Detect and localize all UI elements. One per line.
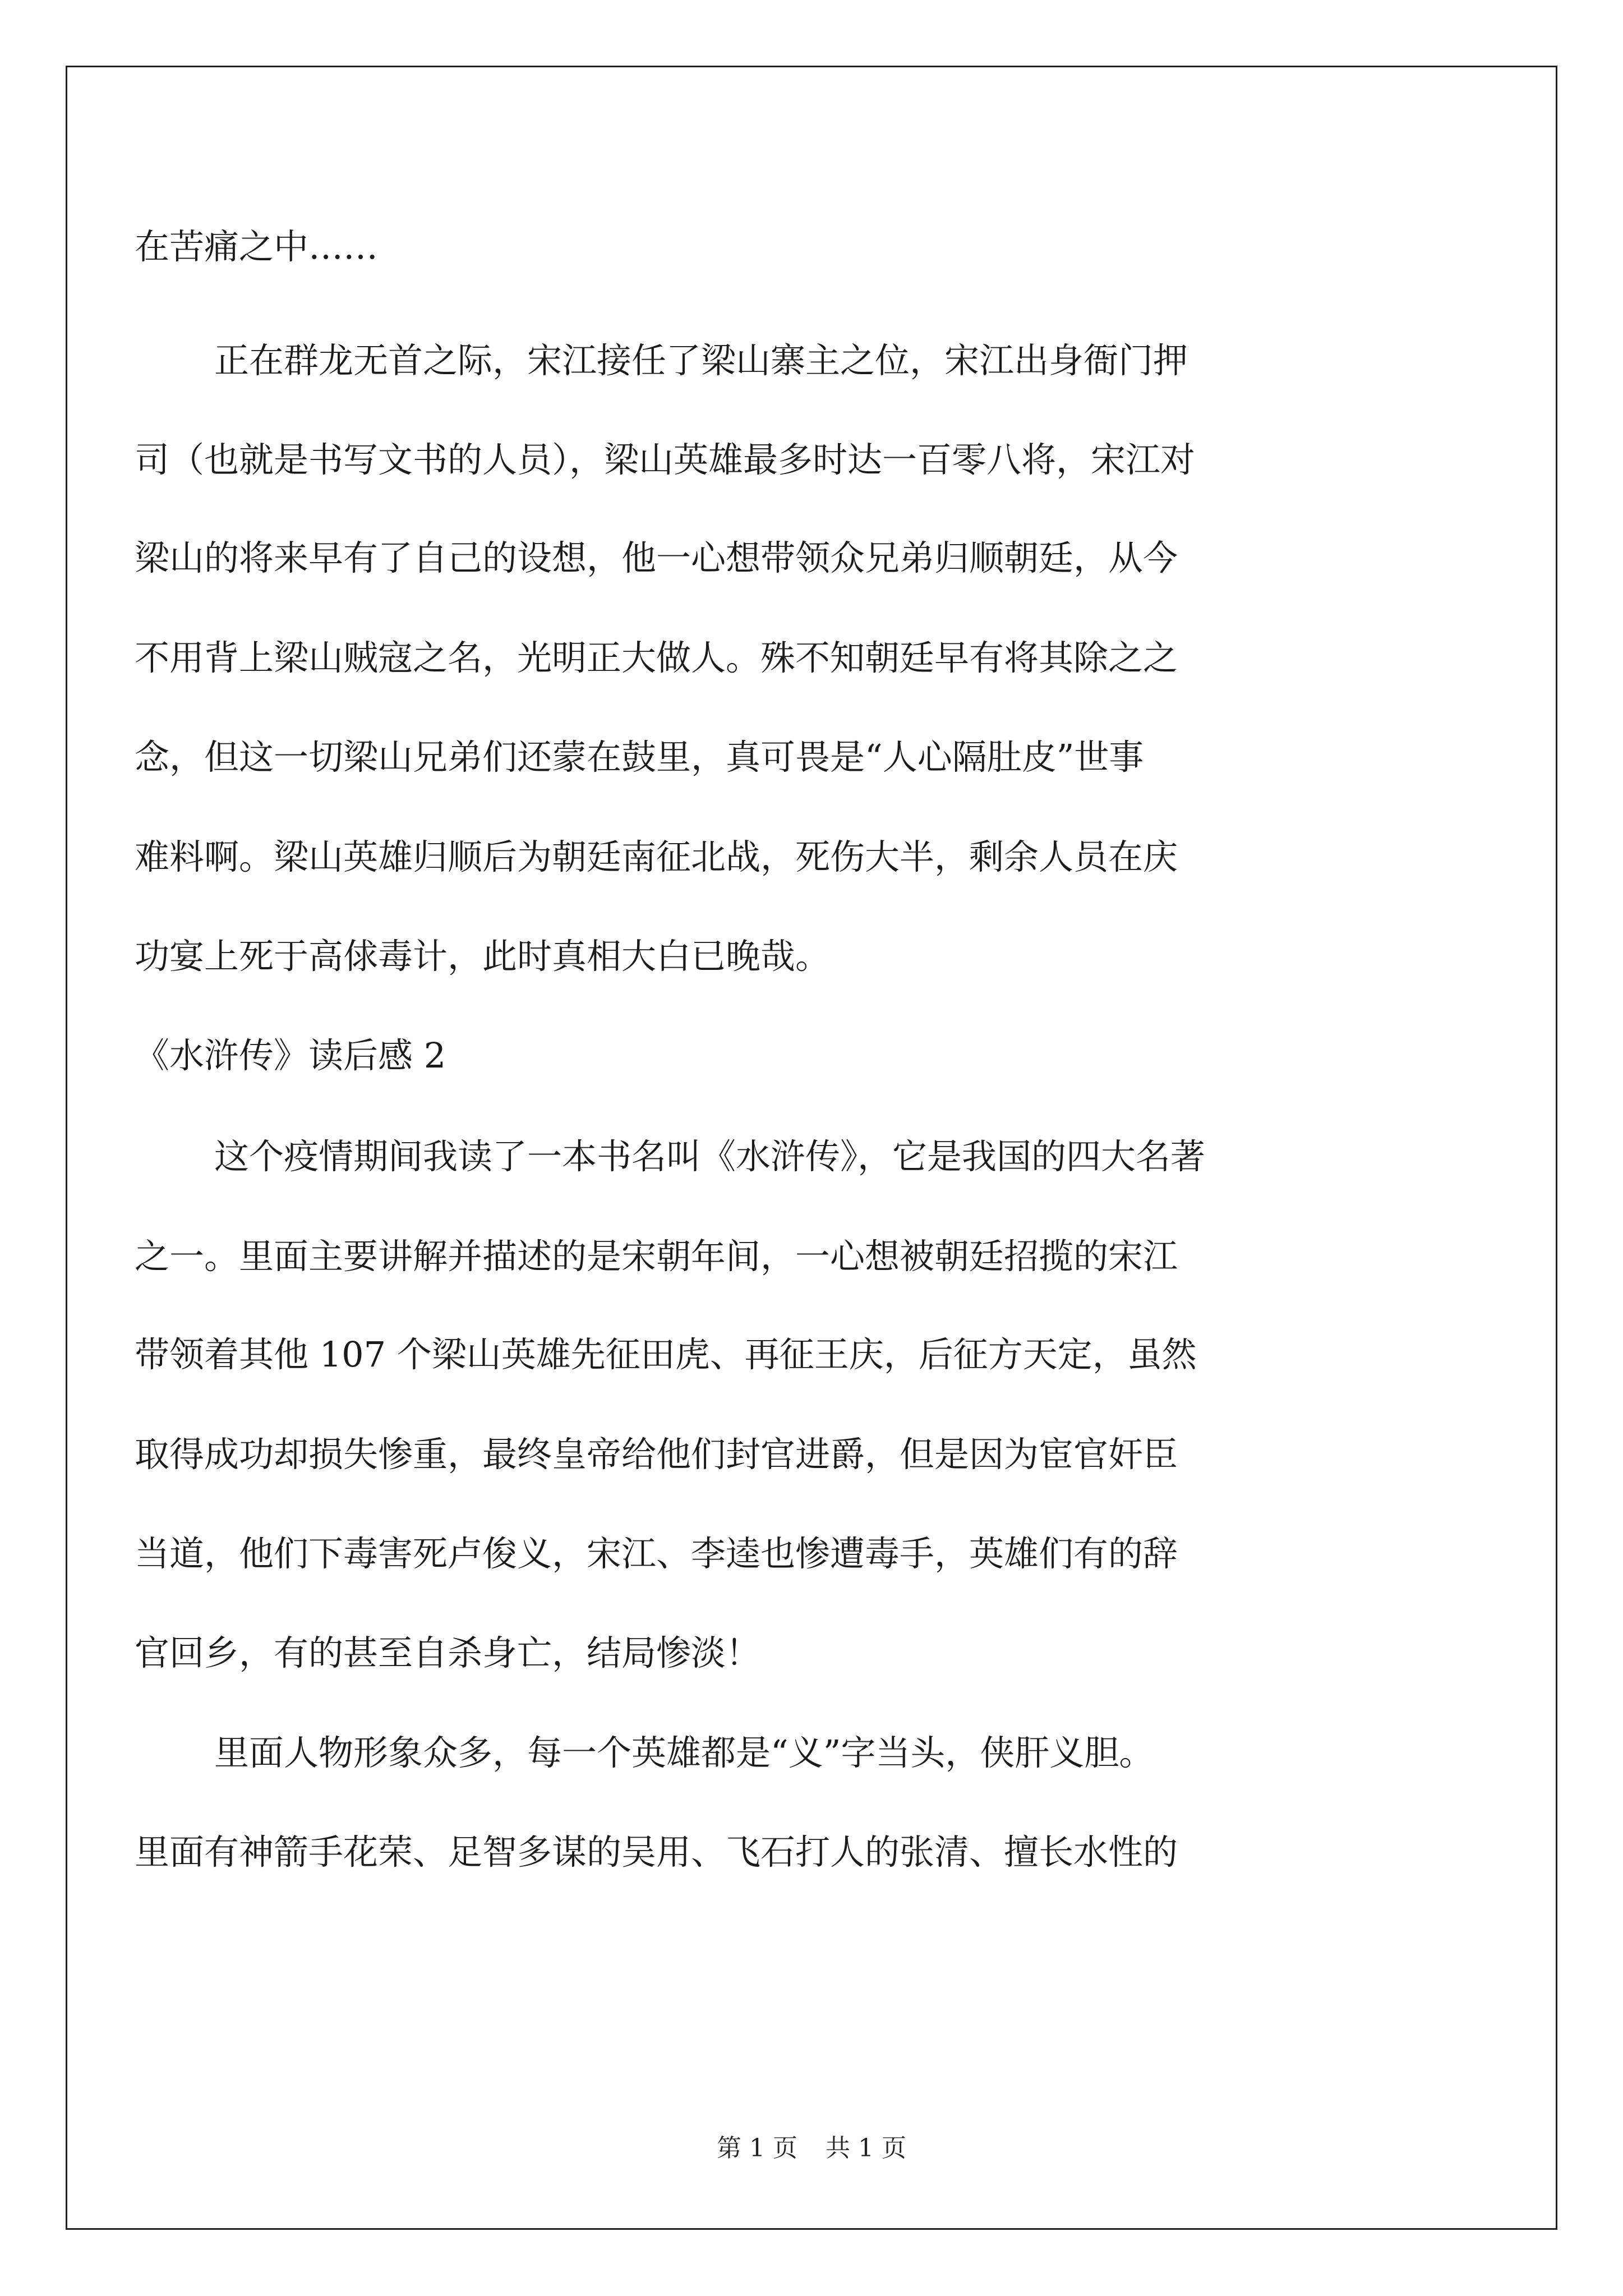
page-footer (0, 2132, 1623, 2165)
text-line: 功宴上死于高俅毒计，此时真相大白已晚哉。 (135, 936, 831, 977)
page-total: 共 1 页 (826, 2134, 906, 2162)
text-line: 在苦痛之中…… (135, 226, 379, 267)
text-line: 官回乡，有的甚至自杀身亡，结局惨淡！ (135, 1632, 761, 1673)
text-line: 之一。里面主要讲解并描述的是宋朝年间，一心想被朝廷招揽的宋江 (135, 1236, 1178, 1277)
text-line: 念，但这一切梁山兄弟们还蒙在鼓里，真可畏是“人心隔肚皮”世事 (135, 737, 1144, 777)
text-line: 带领着其他 107 个梁山英雄先征田虎、再征王庆，后征方天定，虽然 (135, 1334, 1197, 1375)
text-line: 取得成功却损失惨重，最终皇帝给他们封官进爵，但是因为宦官奸臣 (135, 1434, 1178, 1475)
text-line: 里面有神箭手花荣、足智多谋的吴用、飞石打人的张清、擅长水性的 (135, 1832, 1178, 1872)
paragraph-start: 里面人物形象众多，每一个英雄都是“义”字当头，侠肝义胆。 (214, 1732, 1154, 1773)
text-line: 难料啊。梁山英雄归顺后为朝廷南征北战，死伤大半，剩余人员在庆 (135, 836, 1178, 877)
section-heading: 《水浒传》读后感 2 (135, 1035, 446, 1076)
page-number: 第 1 页 (717, 2134, 797, 2162)
paragraph-start: 这个疫情期间我读了一本书名叫《水浒传》，它是我国的四大名著 (214, 1136, 1206, 1177)
text-line: 当道，他们下毒害死卢俊义，宋江、李逵也惨遭毒手，英雄们有的辞 (135, 1533, 1178, 1574)
paragraph-start: 正在群龙无首之际，宋江接任了梁山寨主之位，宋江出身衙门押 (214, 340, 1188, 381)
text-line: 梁山的将来早有了自己的设想，他一心想带领众兄弟归顺朝廷，从今 (135, 537, 1178, 578)
text-line: 不用背上梁山贼寇之名，光明正大做人。殊不知朝廷早有将其除之之 (135, 637, 1178, 678)
text-line: 司（也就是书写文书的人员），梁山英雄最多时达一百零八将，宋江对 (135, 439, 1196, 480)
